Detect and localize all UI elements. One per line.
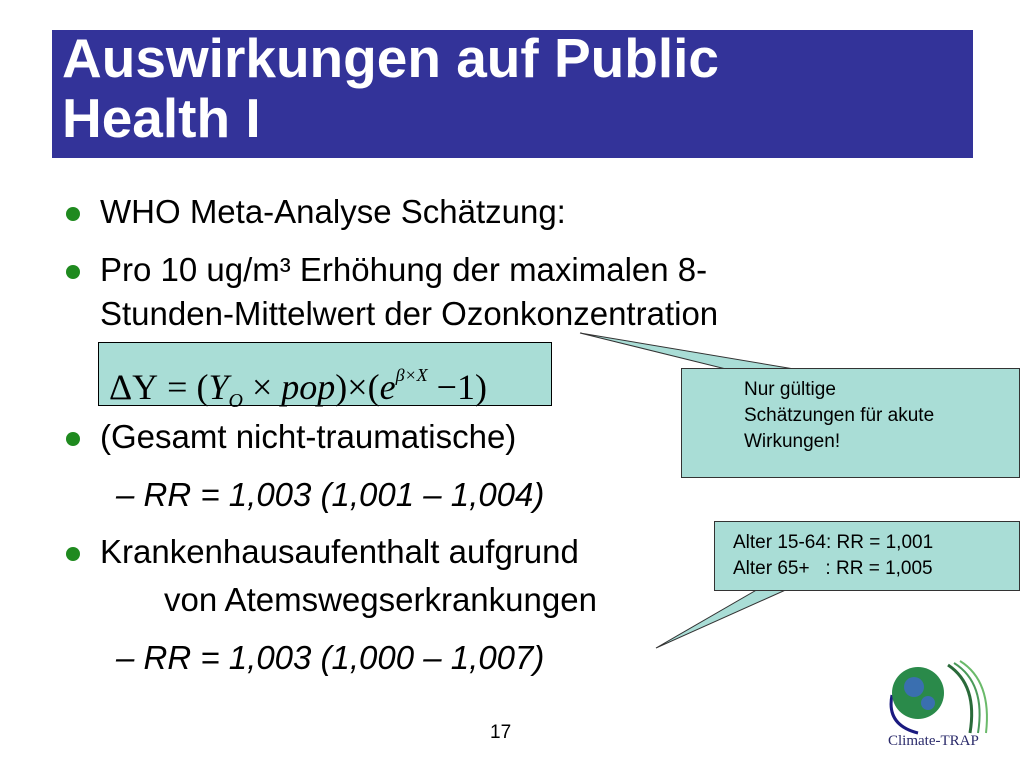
- callout-age-line-1: Alter 15-64: RR = 1,001: [733, 532, 934, 553]
- formula-pop: pop: [281, 367, 336, 407]
- formula-times: ×: [251, 367, 273, 407]
- bullet-2-line-1: Pro 10 ug/m³ Erhöhung der maximalen 8-: [100, 251, 708, 288]
- formula-y-sub: O: [228, 390, 243, 412]
- slide-title-line-2: Health I: [62, 87, 261, 149]
- formula-close: ): [335, 367, 348, 407]
- callout-age-line-2: Alter 65+ : RR = 1,005: [733, 558, 933, 579]
- callout-valid-line-3: Wirkungen!: [744, 431, 841, 452]
- callout-age-groups: [714, 521, 1020, 591]
- formula-e: e: [379, 367, 396, 407]
- bullet-3-subitem: – RR = 1,003 (1,001 – 1,004): [116, 476, 545, 513]
- formula-times-2: ×: [347, 367, 368, 407]
- bullet-1-text: WHO Meta-Analyse Schätzung:: [100, 193, 566, 230]
- slide-title-line-1: Auswirkungen auf Public: [62, 27, 720, 89]
- formula-exponent: β×X: [395, 365, 428, 385]
- callout-valid-line-1: Nur gültige: [744, 379, 836, 400]
- formula-delta: ΔY: [109, 367, 159, 407]
- formula-equals: =: [167, 367, 188, 407]
- callout-valid-pointer: [580, 333, 800, 370]
- logo-caption: Climate-TRAP: [888, 733, 979, 749]
- bullet-4-subitem: – RR = 1,003 (1,000 – 1,007): [116, 639, 545, 676]
- bullet-3-text: (Gesamt nicht-traumatische): [100, 418, 517, 455]
- formula-open-2: (: [367, 367, 380, 407]
- formula-minus-one: −1): [436, 367, 487, 407]
- callout-age-pointer: [656, 588, 790, 648]
- bullet-4-line-2: von Atemswegserkrankungen: [164, 581, 597, 618]
- callout-valid-line-2: Schätzungen für akute: [744, 405, 935, 426]
- slide-number: 17: [490, 722, 512, 743]
- formula-open: (: [196, 367, 209, 407]
- formula-y: Y: [208, 367, 229, 407]
- bullet-2-line-2: Stunden-Mittelwert der Ozonkonzentration: [100, 295, 719, 332]
- bullet-4-line-1: Krankenhausaufenthalt aufgrund: [100, 533, 579, 570]
- callout-valid-estimates: [681, 368, 1020, 478]
